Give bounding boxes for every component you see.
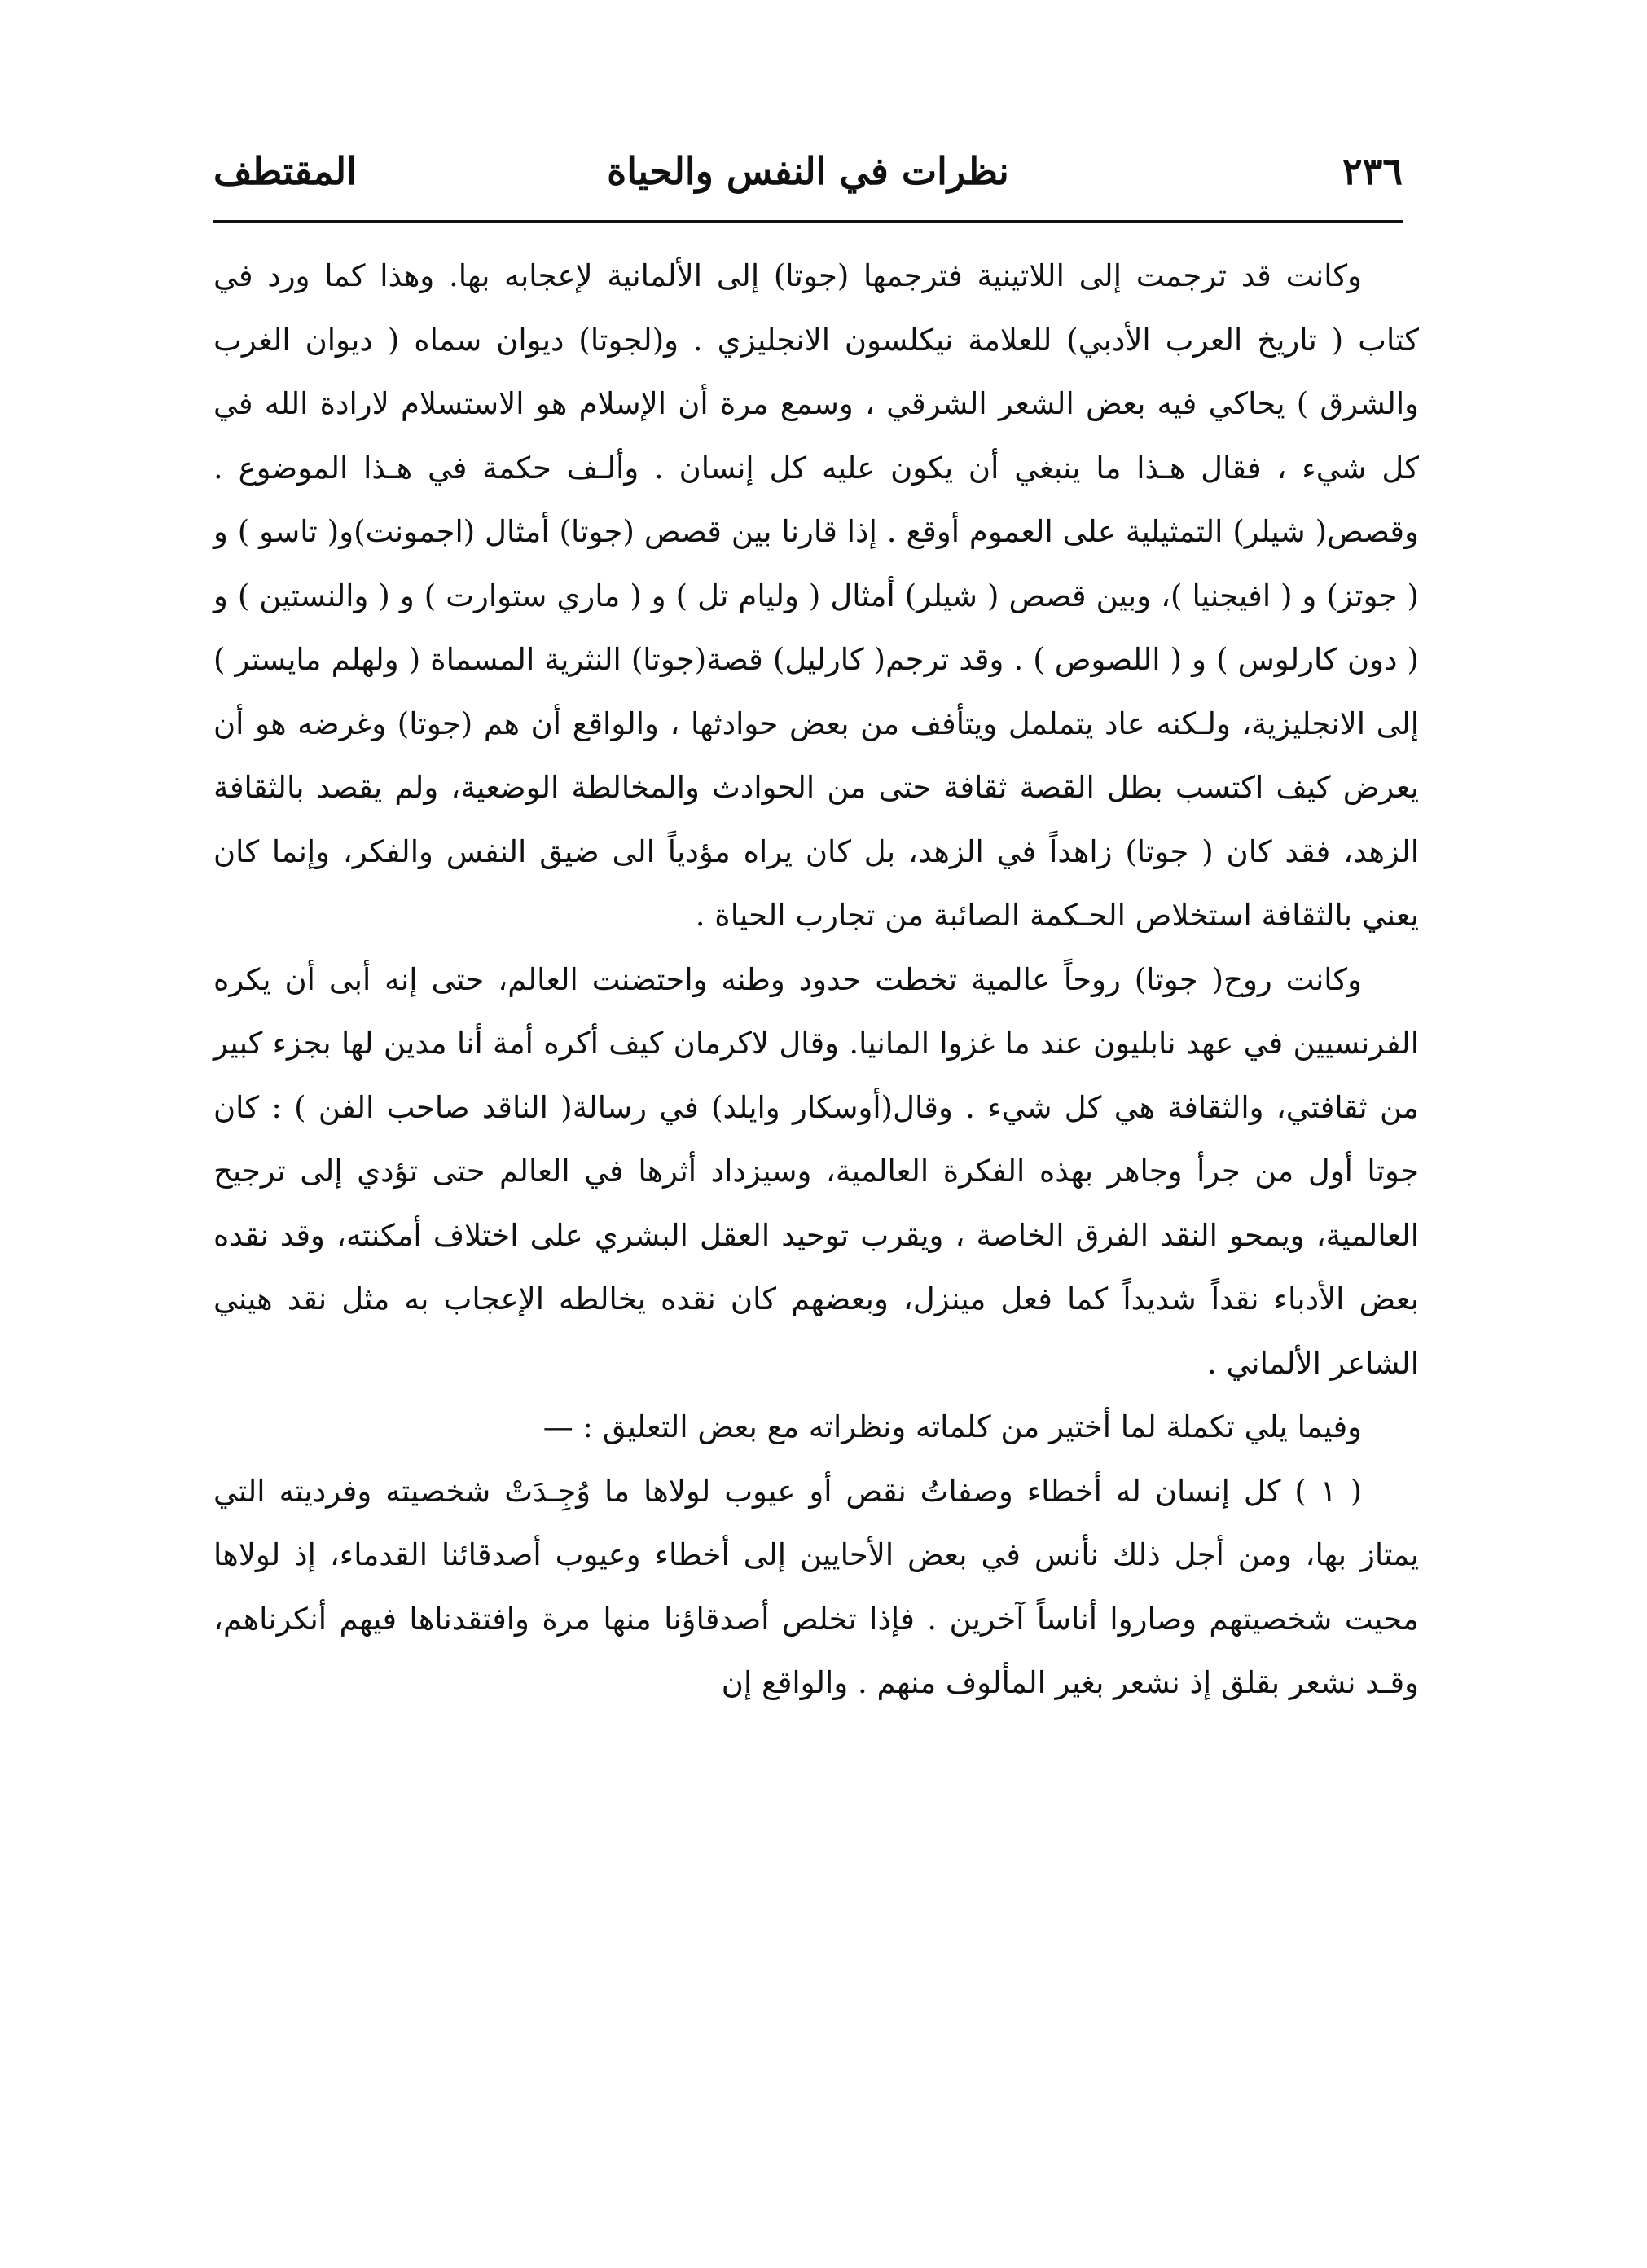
paragraph: وكانت قد ترجمت إلى اللاتينية فترجمها (جوتا) إلى الألمانية لإعجابه بها. وهذا كما ورد في كتاب ( تاريخ العرب الأدبي) للعلامة نيكلسون الانجليزي . و(لجوتا) ديوان سماه ( ديوان الغرب والشرق ) يحاكي فيه بعض الشعر الشرقي ، وسمع مرة أن الإسلام هو الاستسلام لارادة الله في كل شيء ، فقال هـذا ما ينبغي أن يكون عليه كل إنسان . وألـف حكمة في هـذا الموضوع . وقصص( شيلر) التمثيلية على العموم أوقع . إذا قارنا بين قصص (جوتا) أمثال (اجمونت)و( تاسو ) و ( جوتز) و ( افيجنيا )، وبين قصص ( شيلر) أمثال ( وليام تل ) و ( ماري ستوارت ) و ( والنستين ) و ( دون كارلوس ) و ( اللصوص ) . وقد ترجم( كارليل) قصة(جوتا) النثرية المسماة ( ولهلم مايستر ) إلى الانجليزية، ولـكنه عاد يتململ ويتأفف من بعض حوادثها ، والواقع أن هم (جوتا) وغرضه هو أن يعرض كيف اكتسب بطل القصة ثقافة حتى من الحوادث والمخالطة الوضعية، ولم يقصد بالثقافة الزهد، فقد كان ( جوتا) زاهداً في الزهد، بل كان يراه مؤدياً الى ضيق النفس والفكر، وإنما كان يعني بالثقافة استخلاص الحـكمة الصائبة من تجارب الحياة . [213, 258, 1419, 933]
paragraph: وكانت روح( جوتا) روحاً عالمية تخطت حدود وطنه واحتضنت العالم، حتى إنه أبى أن يكره الفرنسيين في عهد نابليون عند ما غزوا المانيا. وقال لاكرمان كيف أكره أمة أنا مدين لها بجزء كبير من ثقافتي، والثقافة هي كل شيء . وقال(أوسكار وايلد) في رسالة( الناقد صاحب الفن ) : كان جوتا أول من جرأ وجاهر بهذه الفكرة العالمية، وسيزداد أثرها في العالم حتى تؤدي إلى ترجيح العالمية، ويمحو النقد الفرق الخاصة ، ويقرب توحيد العقل البشري على اختلاف أمكنته، وقد نقده بعض الأدباء نقداً شديداً كما فعل مينزل، وبعضهم كان نقده يخالطه الإعجاب به مثل نقد هيني الشاعر الألماني . [213, 961, 1419, 1381]
header-rule [213, 220, 1403, 223]
body-text [213, 244, 1419, 1716]
running-title: نظرات في النفس والحياة [607, 149, 1009, 193]
paragraph: وفيما يلي تكملة لما أختير من كلماته ونظراته مع بعض التعليق : — [542, 1409, 1362, 1444]
page-header [213, 138, 1403, 204]
paragraph: ( ١ ) كل إنسان له أخطاء وصفاتُ نقص أو عيوب لولاها ما وُجِـدَتْ شخصيته وفرديته التي يمتاز بها، ومن أجل ذلك نأنس في بعض الأحايين إلى أخطاء وعيوب أصدقائنا القدماء، إذ لولاها محيت شخصيتهم وصاروا أناساً آخرين . فإذا تخلص أصدقاؤنا منها مرة وافتقدناها فيهم أنكرناهم، وقـد نشعر بقلق إذ نشعر بغير المألوف منهم . والواقع إن [213, 1473, 1419, 1700]
page-number: ٢٣٦ [1342, 149, 1403, 193]
journal-name: المقتطف [213, 149, 357, 193]
